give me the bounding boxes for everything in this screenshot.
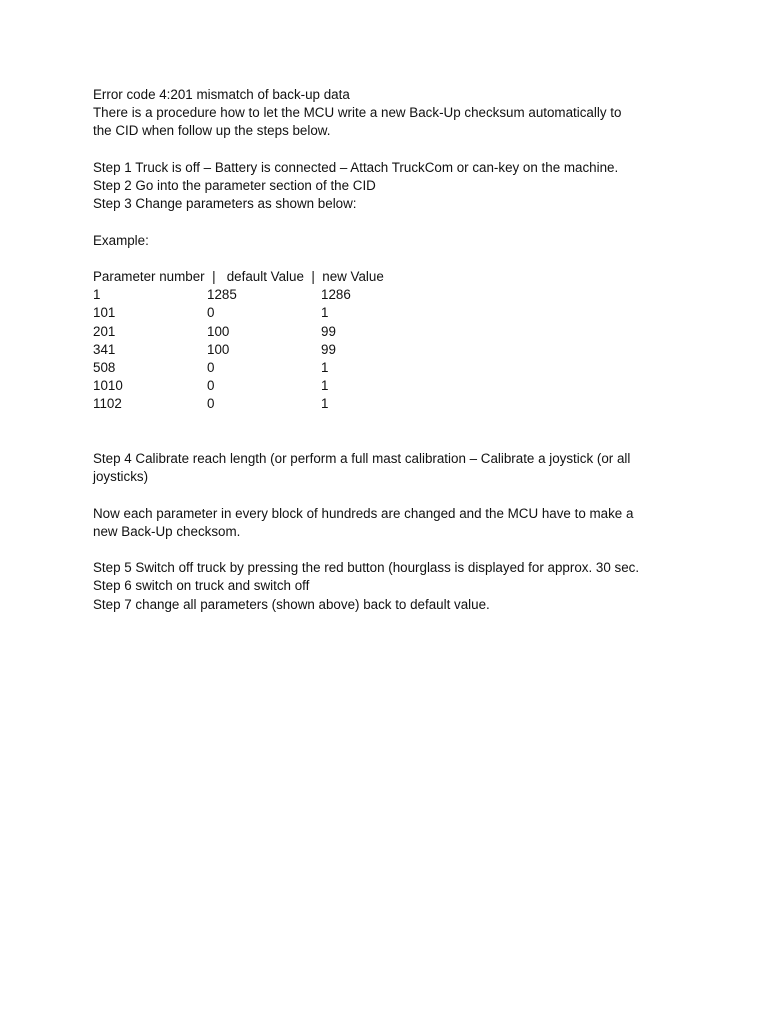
step-4-line-2: joysticks) [93,469,149,485]
document-title: Error code 4:201 mismatch of back-up data [93,87,350,102]
param-number: 201 [93,323,116,339]
table-row [93,304,693,322]
table-row [93,377,693,395]
table-row [93,359,693,377]
table-row [93,341,693,359]
param-number: 1 [93,287,101,303]
spacer [93,486,693,504]
new-value: 1 [321,360,329,375]
parameter-table [93,268,693,414]
new-value: 1 [321,305,329,321]
step-2: Step 2 Go into the parameter section of the CID [93,178,376,193]
param-number: 1010 [93,378,123,394]
step-1: Step 1 Truck is off – Battery is connected – Attach TruckCom or can-key on the machine. [93,159,619,175]
param-number: 1102 [93,396,122,412]
document-body [93,86,693,614]
step-5: Step 5 Switch off truck by pressing the red button (hourglass is displayed for approx. 30 sec. [93,560,640,576]
spacer [93,213,693,231]
table-row [93,323,693,341]
new-value: 1 [321,378,329,394]
new-value: 99 [321,341,336,357]
param-number: 508 [93,360,116,375]
default-value: 0 [207,305,215,321]
default-value: 0 [207,396,215,412]
param-number: 341 [93,341,116,357]
table-row [93,286,693,304]
table-header: Parameter number | default Value | new Value [93,268,384,284]
intro-line-2: the CID when follow up the steps below. [93,123,331,139]
note-line-1: Now each parameter in every block of hundreds are changed and the MCU have to make a [93,505,634,521]
new-value: 1286 [321,287,351,303]
default-value: 1285 [207,287,237,303]
intro-line-1: There is a procedure how to let the MCU write a new Back-Up checksum automatically to [93,105,622,121]
default-value: 0 [207,360,215,375]
new-value: 99 [321,323,336,339]
new-value: 1 [321,396,329,412]
spacer [93,414,693,450]
step-4-line-1: Step 4 Calibrate reach length (or perform a full mast calibration – Calibrate a joystick (or all [93,451,631,466]
step-3: Step 3 Change parameters as shown below: [93,196,357,212]
spacer [93,541,693,559]
step-6: Step 6 switch on truck and switch off [93,578,310,594]
example-label: Example: [93,232,149,248]
param-number: 101 [93,305,116,321]
spacer [93,250,693,268]
step-7: Step 7 change all parameters (shown above) back to default value. [93,596,490,612]
default-value: 100 [207,323,230,339]
note-line-2: new Back-Up checksom. [93,523,241,539]
default-value: 100 [207,341,230,357]
spacer [93,141,693,159]
default-value: 0 [207,378,215,394]
table-row [93,395,693,413]
